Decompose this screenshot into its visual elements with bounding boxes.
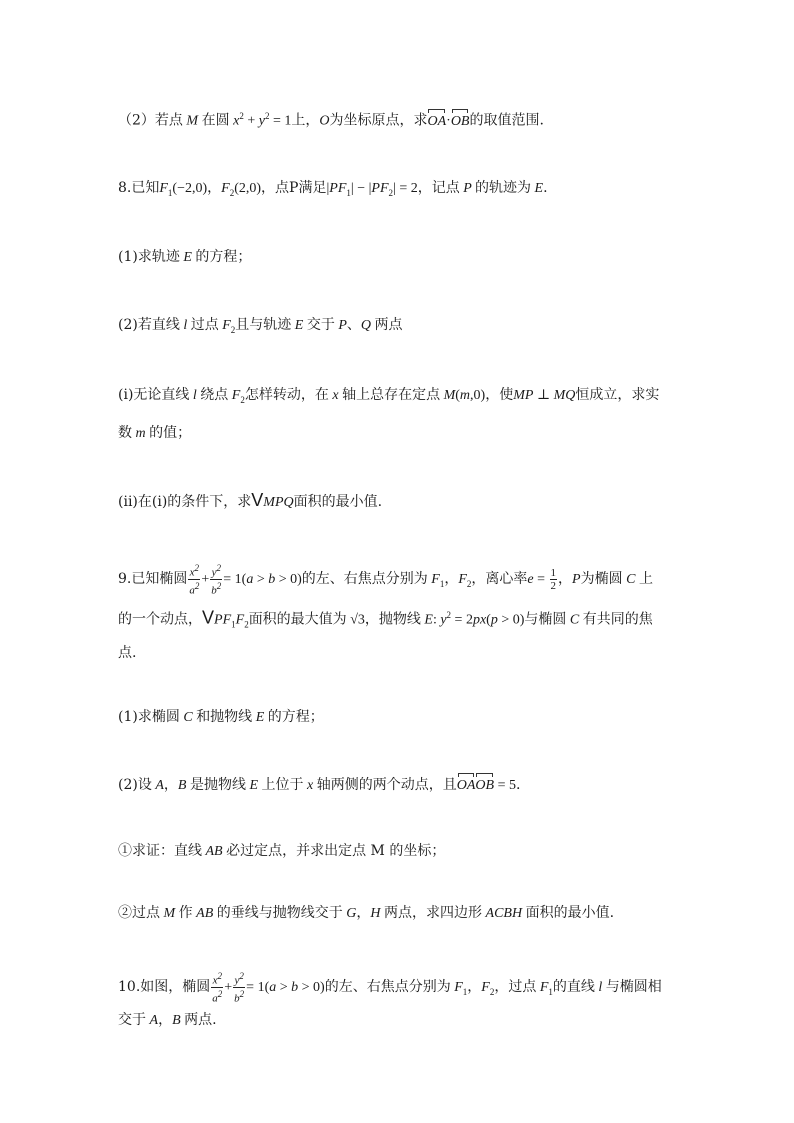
text-line: (2)若直线 l 过点 $F_2$且与轨迹 E 交于 P、Q 两点 <box>118 317 403 335</box>
vector-oa: OA <box>457 776 476 796</box>
fraction: $\frac{y^2}{b^2}$ <box>234 971 245 1005</box>
fraction: $\frac{1}{2}$ <box>550 566 557 592</box>
text-line: 10.如图，椭圆 $\frac{x^2}{a^2}$ + $\frac{y^2}{b^2}$ = 1(a > b > 0)的左、右焦点分别为 $F_1$，$F_2$，过点 $F_1$的直线 l 与椭圆相 <box>118 971 662 1005</box>
text-line: 数 m 的值； <box>118 425 192 441</box>
text-line: (1)求椭圆 C 和抛物线 E 的方程； <box>118 709 324 725</box>
fraction: $\frac{y^2}{b^2}$ <box>211 563 222 597</box>
text-line: 8.已知$F_1(-2,0)$，$F_2(2,0)$，点P满足$|PF_1| - |PF_2| = 2$，记点 P 的轨迹为 E. <box>118 180 548 198</box>
fraction: $\frac{x^2}{a^2}$ <box>189 563 200 597</box>
vector-ob: OB <box>475 776 494 796</box>
text-line: (i)无论直线 l 绕点 $F_2$怎样转动，在 x 轴上总存在定点 M(m,0)，使MP ⊥ MQ恒成立，求实 <box>118 387 660 405</box>
text-line: (2)设 A，B 是抛物线 E 上位于 x 轴两侧的两个动点，且OAOB = 5. <box>118 775 688 796</box>
text-line: (ii)在(i)的条件下，求VMPQ面积的最小值. <box>118 490 383 510</box>
text-line: ②过点 M 作 AB 的垂线与抛物线交于 G，H 两点，求四边形 ACBH 面积的最小值. <box>118 905 615 921</box>
text-line: （2）若点 M 在圆 $x^2 + y^2 = 1$上，O为坐标原点，求OA·OB的取值范围. <box>118 106 688 132</box>
text-line: 的一个动点，$VPF_1F_2$面积的最大值为 √3，抛物线 E: $y^2 = 2px(p > 0)$与椭圆 C 有共同的焦 <box>118 607 653 630</box>
text-line: ①求证：直线 AB 必过定点，并求出定点 M 的坐标； <box>118 843 446 859</box>
text-line: 点. <box>118 645 137 661</box>
vector-oa: OA <box>427 112 446 132</box>
text-line: 9.已知椭圆 $\frac{x^2}{a^2}$ + $\frac{y^2}{b^2}$ = 1(a > b > 0)的左、右焦点分别为 $F_1$，$F_2$，离心率e = $\frac{1}{2}$ ，P为椭圆 C 上 <box>118 563 653 597</box>
vector-ob: OB <box>451 112 470 132</box>
doc-text: （2）若点 <box>118 112 183 129</box>
text-line: 交于 A，B 两点. <box>118 1012 217 1028</box>
fraction: $\frac{x^2}{a^2}$ <box>212 971 223 1005</box>
text-line: (1)求轨迹 E 的方程； <box>118 249 252 265</box>
